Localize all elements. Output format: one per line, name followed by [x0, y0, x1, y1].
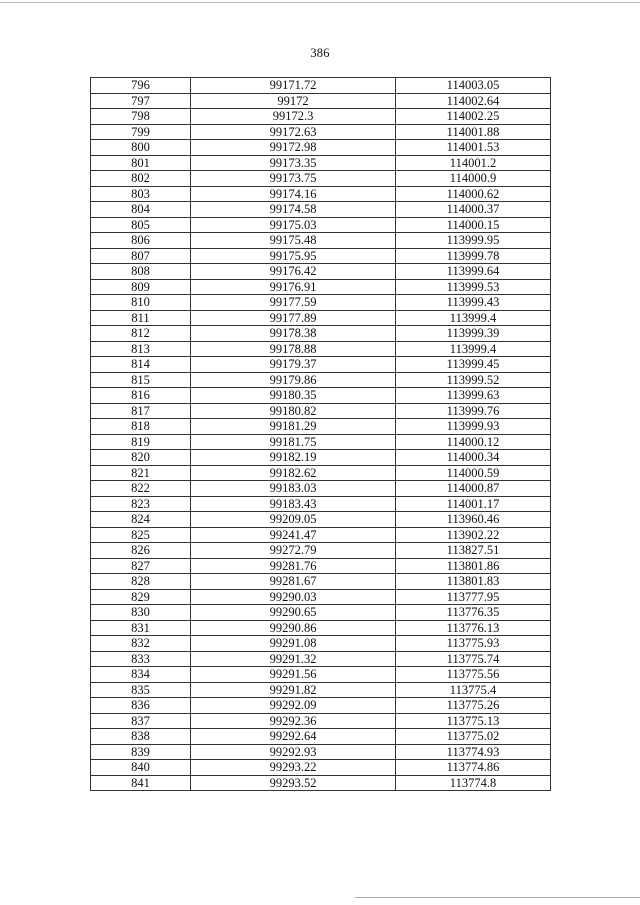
- point-number-cell: 814: [91, 357, 191, 373]
- table-row: [91, 636, 551, 652]
- x-coordinate-cell: 99281.76: [191, 558, 396, 574]
- x-coordinate-cell: 99183.43: [191, 496, 396, 512]
- table-row: [91, 713, 551, 729]
- table-row: [91, 434, 551, 450]
- point-number-cell: 808: [91, 264, 191, 280]
- x-coordinate-cell: 99179.37: [191, 357, 396, 373]
- table-row: [91, 527, 551, 543]
- point-number-cell: 819: [91, 434, 191, 450]
- y-coordinate-cell: 114001.88: [396, 124, 551, 140]
- point-number-cell: 798: [91, 109, 191, 125]
- x-coordinate-cell: 99176.42: [191, 264, 396, 280]
- x-coordinate-cell: 99180.82: [191, 403, 396, 419]
- x-coordinate-cell: 99174.16: [191, 186, 396, 202]
- y-coordinate-cell: 113775.02: [396, 729, 551, 745]
- table-row: [91, 760, 551, 776]
- x-coordinate-cell: 99175.03: [191, 217, 396, 233]
- x-coordinate-cell: 99272.79: [191, 543, 396, 559]
- table-row: [91, 93, 551, 109]
- y-coordinate-cell: 113999.95: [396, 233, 551, 249]
- x-coordinate-cell: 99209.05: [191, 512, 396, 528]
- x-coordinate-cell: 99292.93: [191, 744, 396, 760]
- point-number-cell: 830: [91, 605, 191, 621]
- y-coordinate-cell: 113999.45: [396, 357, 551, 373]
- y-coordinate-cell: 113960.46: [396, 512, 551, 528]
- table-row: [91, 217, 551, 233]
- y-coordinate-cell: 113775.4: [396, 682, 551, 698]
- table-row: [91, 248, 551, 264]
- x-coordinate-cell: 99293.22: [191, 760, 396, 776]
- point-number-cell: 796: [91, 78, 191, 94]
- y-coordinate-cell: 113999.52: [396, 372, 551, 388]
- y-coordinate-cell: 113999.78: [396, 248, 551, 264]
- y-coordinate-cell: 113999.76: [396, 403, 551, 419]
- x-coordinate-cell: 99178.38: [191, 326, 396, 342]
- x-coordinate-cell: 99173.75: [191, 171, 396, 187]
- page-number: 386: [310, 46, 330, 60]
- x-coordinate-cell: 99172.98: [191, 140, 396, 156]
- point-number-cell: 824: [91, 512, 191, 528]
- table-row: [91, 481, 551, 497]
- table-row: [91, 620, 551, 636]
- y-coordinate-cell: 114000.37: [396, 202, 551, 218]
- point-number-cell: 809: [91, 279, 191, 295]
- x-coordinate-cell: 99176.91: [191, 279, 396, 295]
- y-coordinate-cell: 114001.17: [396, 496, 551, 512]
- point-number-cell: 800: [91, 140, 191, 156]
- point-number-cell: 817: [91, 403, 191, 419]
- x-coordinate-cell: 99281.67: [191, 574, 396, 590]
- y-coordinate-cell: 113775.74: [396, 651, 551, 667]
- x-coordinate-cell: 99181.29: [191, 419, 396, 435]
- y-coordinate-cell: 113999.63: [396, 388, 551, 404]
- x-coordinate-cell: 99172: [191, 93, 396, 109]
- x-coordinate-cell: 99291.56: [191, 667, 396, 683]
- point-number-cell: 833: [91, 651, 191, 667]
- table-row: [91, 465, 551, 481]
- table-row: [91, 605, 551, 621]
- point-number-cell: 837: [91, 713, 191, 729]
- table-row: [91, 109, 551, 125]
- point-number-cell: 818: [91, 419, 191, 435]
- point-number-cell: 827: [91, 558, 191, 574]
- point-number-cell: 804: [91, 202, 191, 218]
- table-row: [91, 496, 551, 512]
- point-number-cell: 805: [91, 217, 191, 233]
- x-coordinate-cell: 99174.58: [191, 202, 396, 218]
- x-coordinate-cell: 99182.62: [191, 465, 396, 481]
- table-row: [91, 264, 551, 280]
- x-coordinate-cell: 99172.3: [191, 109, 396, 125]
- x-coordinate-cell: 99292.09: [191, 698, 396, 714]
- table-row: [91, 357, 551, 373]
- y-coordinate-cell: 114000.9: [396, 171, 551, 187]
- y-coordinate-cell: 114000.15: [396, 217, 551, 233]
- point-number-cell: 838: [91, 729, 191, 745]
- y-coordinate-cell: 114000.34: [396, 450, 551, 466]
- y-coordinate-cell: 113999.43: [396, 295, 551, 311]
- y-coordinate-cell: 114000.62: [396, 186, 551, 202]
- point-number-cell: 811: [91, 310, 191, 326]
- table-row: [91, 326, 551, 342]
- y-coordinate-cell: 113776.13: [396, 620, 551, 636]
- x-coordinate-cell: 99177.89: [191, 310, 396, 326]
- table-row: [91, 698, 551, 714]
- table-row: [91, 279, 551, 295]
- point-number-cell: 834: [91, 667, 191, 683]
- point-number-cell: 802: [91, 171, 191, 187]
- point-number-cell: 828: [91, 574, 191, 590]
- table-row: [91, 682, 551, 698]
- x-coordinate-cell: 99290.65: [191, 605, 396, 621]
- table-row: [91, 558, 551, 574]
- point-number-cell: 821: [91, 465, 191, 481]
- x-coordinate-cell: 99172.63: [191, 124, 396, 140]
- x-coordinate-cell: 99290.03: [191, 589, 396, 605]
- y-coordinate-cell: 114003.05: [396, 78, 551, 94]
- table-row: [91, 651, 551, 667]
- y-coordinate-cell: 113775.26: [396, 698, 551, 714]
- point-number-cell: 816: [91, 388, 191, 404]
- y-coordinate-cell: 114002.64: [396, 93, 551, 109]
- y-coordinate-cell: 113999.39: [396, 326, 551, 342]
- point-number-cell: 841: [91, 775, 191, 791]
- y-coordinate-cell: 113801.83: [396, 574, 551, 590]
- point-number-cell: 825: [91, 527, 191, 543]
- y-coordinate-cell: 113902.22: [396, 527, 551, 543]
- x-coordinate-cell: 99291.82: [191, 682, 396, 698]
- x-coordinate-cell: 99175.48: [191, 233, 396, 249]
- top-rule: [0, 2, 640, 3]
- x-coordinate-cell: 99290.86: [191, 620, 396, 636]
- table-row: [91, 729, 551, 745]
- bottom-rule: [355, 897, 640, 898]
- y-coordinate-cell: 113774.8: [396, 775, 551, 791]
- x-coordinate-cell: 99292.36: [191, 713, 396, 729]
- point-number-cell: 822: [91, 481, 191, 497]
- x-coordinate-cell: 99171.72: [191, 78, 396, 94]
- x-coordinate-cell: 99291.08: [191, 636, 396, 652]
- y-coordinate-cell: 113776.35: [396, 605, 551, 621]
- coordinate-table-body: [91, 78, 551, 791]
- table-row: [91, 775, 551, 791]
- x-coordinate-cell: 99175.95: [191, 248, 396, 264]
- x-coordinate-cell: 99179.86: [191, 372, 396, 388]
- table-row: [91, 512, 551, 528]
- x-coordinate-cell: 99173.35: [191, 155, 396, 171]
- point-number-cell: 806: [91, 233, 191, 249]
- y-coordinate-cell: 113775.93: [396, 636, 551, 652]
- y-coordinate-cell: 114001.2: [396, 155, 551, 171]
- table-row: [91, 388, 551, 404]
- point-number-cell: 836: [91, 698, 191, 714]
- table-row: [91, 589, 551, 605]
- y-coordinate-cell: 113999.4: [396, 341, 551, 357]
- y-coordinate-cell: 113999.64: [396, 264, 551, 280]
- point-number-cell: 840: [91, 760, 191, 776]
- y-coordinate-cell: 114001.53: [396, 140, 551, 156]
- y-coordinate-cell: 113999.4: [396, 310, 551, 326]
- y-coordinate-cell: 114000.59: [396, 465, 551, 481]
- table-row: [91, 295, 551, 311]
- point-number-cell: 803: [91, 186, 191, 202]
- y-coordinate-cell: 113774.93: [396, 744, 551, 760]
- table-row: [91, 372, 551, 388]
- point-number-cell: 823: [91, 496, 191, 512]
- point-number-cell: 799: [91, 124, 191, 140]
- x-coordinate-cell: 99293.52: [191, 775, 396, 791]
- x-coordinate-cell: 99183.03: [191, 481, 396, 497]
- x-coordinate-cell: 99180.35: [191, 388, 396, 404]
- table-row: [91, 450, 551, 466]
- x-coordinate-cell: 99177.59: [191, 295, 396, 311]
- table-row: [91, 744, 551, 760]
- point-number-cell: 839: [91, 744, 191, 760]
- table-row: [91, 233, 551, 249]
- x-coordinate-cell: 99241.47: [191, 527, 396, 543]
- y-coordinate-cell: 113999.53: [396, 279, 551, 295]
- y-coordinate-cell: 114002.25: [396, 109, 551, 125]
- y-coordinate-cell: 114000.12: [396, 434, 551, 450]
- table-row: [91, 419, 551, 435]
- point-number-cell: 826: [91, 543, 191, 559]
- table-row: [91, 124, 551, 140]
- x-coordinate-cell: 99178.88: [191, 341, 396, 357]
- y-coordinate-cell: 113774.86: [396, 760, 551, 776]
- table-row: [91, 155, 551, 171]
- x-coordinate-cell: 99181.75: [191, 434, 396, 450]
- coordinate-table: [90, 77, 551, 791]
- table-row: [91, 667, 551, 683]
- y-coordinate-cell: 114000.87: [396, 481, 551, 497]
- point-number-cell: 807: [91, 248, 191, 264]
- table-row: [91, 310, 551, 326]
- x-coordinate-cell: 99291.32: [191, 651, 396, 667]
- point-number-cell: 812: [91, 326, 191, 342]
- y-coordinate-cell: 113801.86: [396, 558, 551, 574]
- table-row: [91, 78, 551, 94]
- y-coordinate-cell: 113775.13: [396, 713, 551, 729]
- point-number-cell: 832: [91, 636, 191, 652]
- table-row: [91, 543, 551, 559]
- table-row: [91, 341, 551, 357]
- y-coordinate-cell: 113777.95: [396, 589, 551, 605]
- point-number-cell: 801: [91, 155, 191, 171]
- x-coordinate-cell: 99292.64: [191, 729, 396, 745]
- point-number-cell: 835: [91, 682, 191, 698]
- table-row: [91, 202, 551, 218]
- y-coordinate-cell: 113827.51: [396, 543, 551, 559]
- table-row: [91, 403, 551, 419]
- table-row: [91, 140, 551, 156]
- point-number-cell: 829: [91, 589, 191, 605]
- table-row: [91, 171, 551, 187]
- table-row: [91, 574, 551, 590]
- table-row: [91, 186, 551, 202]
- x-coordinate-cell: 99182.19: [191, 450, 396, 466]
- point-number-cell: 820: [91, 450, 191, 466]
- point-number-cell: 813: [91, 341, 191, 357]
- y-coordinate-cell: 113775.56: [396, 667, 551, 683]
- point-number-cell: 810: [91, 295, 191, 311]
- point-number-cell: 831: [91, 620, 191, 636]
- point-number-cell: 797: [91, 93, 191, 109]
- point-number-cell: 815: [91, 372, 191, 388]
- y-coordinate-cell: 113999.93: [396, 419, 551, 435]
